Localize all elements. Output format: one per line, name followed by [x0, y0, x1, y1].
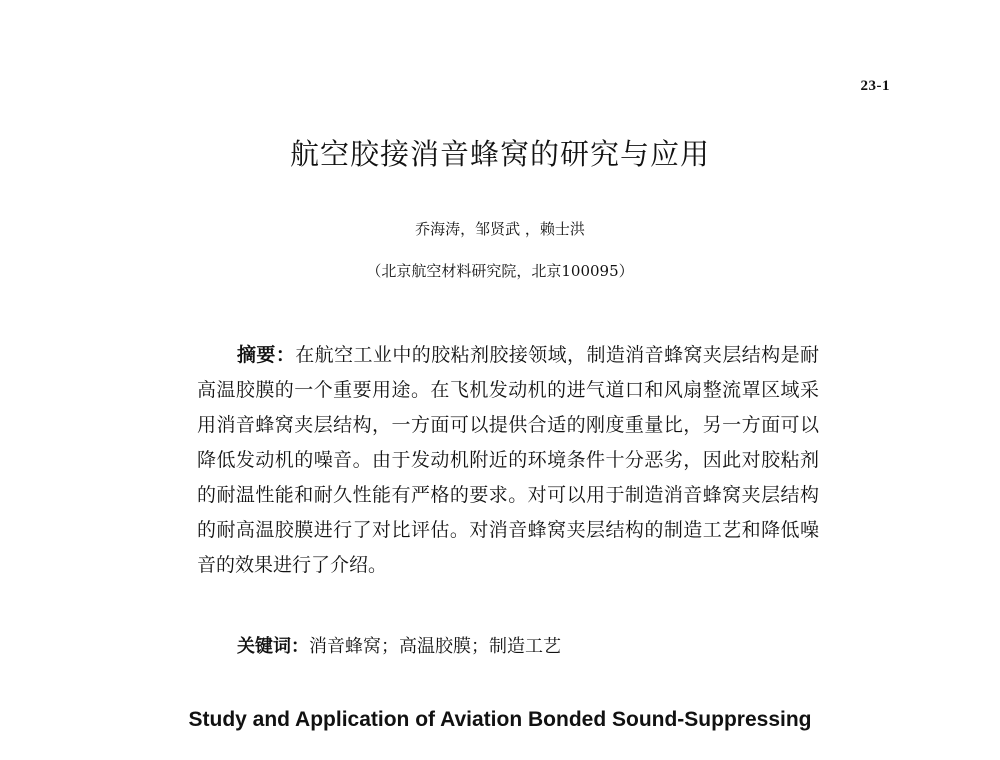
- keywords-line: [237, 632, 561, 658]
- author-affiliation: （北京航空材料研究院，北京100095）: [366, 262, 634, 280]
- abstract-text: 在航空工业中的胶粘剂胶接领域，制造消音蜂窝夹层结构是耐高温胶膜的一个重要用途。在飞机发动机的进气道口和风扇整流罩区域采用消音蜂窝夹层结构，一方面可以提供合适的刚度重量比，另一方面可以降低发动机的噪音。由于发动机附近的环境条件十分恶劣，因此对胶粘剂的耐温性能和耐久性能有严格的要求。对可以用于制造消音蜂窝夹层结构的耐高温胶膜进行了对比评估。对消音蜂窝夹层结构的制造工艺和降低噪音的效果进行了介绍。: [197, 344, 819, 576]
- author-list: 乔海涛，邹贤武 ，赖士洪: [415, 220, 585, 238]
- abstract-label: 摘要：: [237, 344, 296, 366]
- paper-title-english: Study and Application of Aviation Bonded Sound-Suppressing: [188, 708, 812, 731]
- keywords-text: 消音蜂窝；高温胶膜；制造工艺: [309, 636, 561, 657]
- paper-title-chinese: 航空胶接消音蜂窝的研究与应用: [289, 137, 710, 171]
- abstract-paragraph: [197, 338, 819, 583]
- page-number: 23-1: [860, 78, 890, 94]
- keywords-label: 关键词：: [237, 636, 309, 657]
